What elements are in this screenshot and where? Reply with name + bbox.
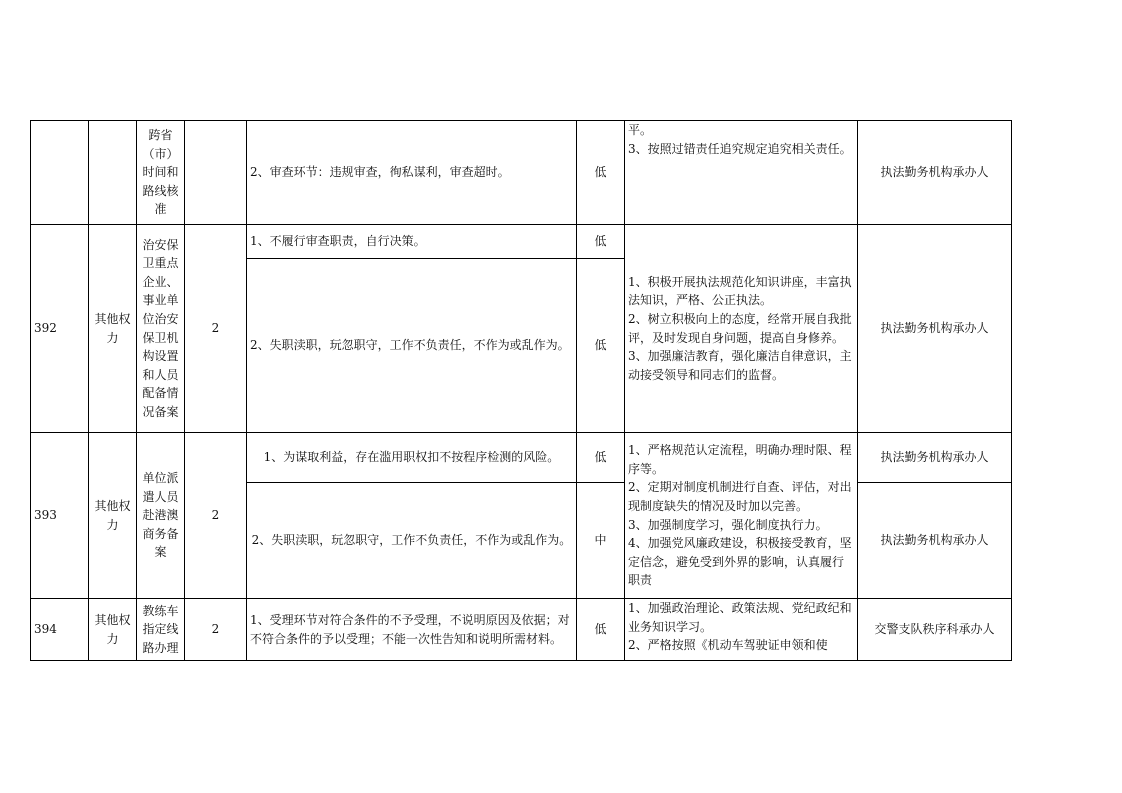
measure-item: 4、加强党风廉政建设，积极接受教育，坚定信念，避免受到外界的影响，认真履行职责 xyxy=(628,536,852,588)
risk-point-count: 2 xyxy=(185,225,247,433)
responsible-person: 执法勤务机构承办人 xyxy=(858,483,1012,599)
power-risk-table xyxy=(30,120,1012,661)
item-number: 393 xyxy=(31,433,89,599)
power-title: 单位派遣人员赴港澳商务备案 xyxy=(137,433,185,599)
measure-item: 3、加强廉洁教育，强化廉洁自律意识，主动接受领导和同志们的监督。 xyxy=(628,349,852,382)
measure-item: 2、定期对制度机制进行自查、评估，对出现制度缺失的情况及时加以完善。 xyxy=(628,480,852,513)
item-number: 392 xyxy=(31,225,89,433)
table-row xyxy=(31,225,1012,259)
power-title: 教练车指定线路办理 xyxy=(137,599,185,661)
responsible-person: 交警支队秩序科承办人 xyxy=(858,599,1012,661)
measure-item: 平。 xyxy=(628,123,653,137)
risk-level: 中 xyxy=(577,483,625,599)
responsible-person: 执法勤务机构承办人 xyxy=(858,225,1012,433)
risk-point-count: 2 xyxy=(185,599,247,661)
measure-item: 2、严格按照《机动车驾驶证申领和使 xyxy=(628,638,828,653)
responsible-person: 执法勤务机构承办人 xyxy=(858,121,1012,225)
table-row xyxy=(31,433,1012,483)
power-category: 其他权力 xyxy=(89,433,137,599)
risk-description: 2、失职渎职，玩忽职守，工作不负责任，不作为或乱作为。 xyxy=(247,483,577,599)
prevention-measures xyxy=(625,433,858,599)
risk-description: 1、不履行审查职责，自行决策。 xyxy=(247,225,577,259)
measure-item: 1、积极开展执法规范化知识讲座，丰富执法知识，严格、公正执法。 xyxy=(628,274,852,308)
measure-item: 1、加强政治理论、政策法规、党纪政纪和业务知识学习。 xyxy=(628,601,852,634)
risk-description: 1、受理环节对符合条件的不予受理，不说明原因及依据；对不符合条件的予以受理；不能一次性告知和说明所需材料。 xyxy=(247,599,577,661)
power-title: 治安保卫重点企业、事业单位治安保卫机构设置和人员配备情况备案 xyxy=(137,225,185,433)
measure-item: 2、树立积极向上的态度，经常开展自我批评，及时发现自身问题，提高自身修养。 xyxy=(628,311,852,345)
risk-point-count: 2 xyxy=(185,433,247,599)
risk-level: 低 xyxy=(577,225,625,259)
item-number xyxy=(31,121,89,225)
risk-level: 低 xyxy=(577,599,625,661)
risk-description: 2、审查环节：违规审查，徇私谋利，审查超时。 xyxy=(247,121,577,225)
power-category: 其他权力 xyxy=(89,599,137,661)
prevention-measures xyxy=(625,121,858,225)
measure-item: 3、按照过错责任追究规定追究相关责任。 xyxy=(628,141,852,156)
risk-description: 1、为谋取利益，存在滥用职权扣不按程序检测的风险。 xyxy=(247,433,577,483)
responsible-person: 执法勤务机构承办人 xyxy=(858,433,1012,483)
risk-description: 2、失职渎职，玩忽职守，工作不负责任，不作为或乱作为。 xyxy=(247,259,577,433)
prevention-measures xyxy=(625,599,858,661)
item-number: 394 xyxy=(31,599,89,661)
table-row xyxy=(31,599,1012,661)
power-category xyxy=(89,121,137,225)
risk-level: 低 xyxy=(577,433,625,483)
prevention-measures xyxy=(625,225,858,433)
power-title: 跨省（市）时间和路线核准 xyxy=(137,121,185,225)
risk-level: 低 xyxy=(577,259,625,433)
power-category: 其他权力 xyxy=(89,225,137,433)
risk-point-count xyxy=(185,121,247,225)
table-row xyxy=(31,121,1012,225)
measure-item: 3、加强制度学习，强化制度执行力。 xyxy=(628,517,828,532)
measure-item: 1、严格规范认定流程，明确办理时限、程序等。 xyxy=(628,443,852,476)
risk-level: 低 xyxy=(577,121,625,225)
